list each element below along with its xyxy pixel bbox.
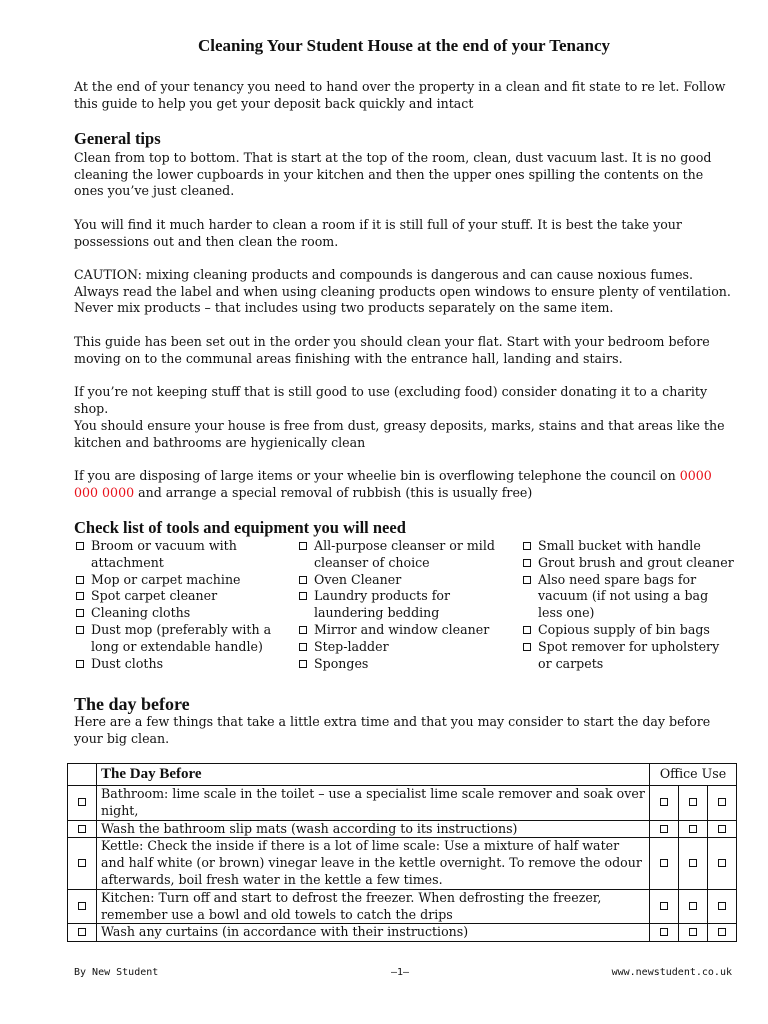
- checkbox-icon[interactable]: [299, 643, 307, 651]
- office-check-cell: [679, 924, 708, 942]
- checkbox-icon[interactable]: [718, 825, 726, 833]
- checklist-item[interactable]: Sponges: [297, 656, 509, 673]
- checklist-item[interactable]: Dust mop (preferably with a long or extendable handle): [74, 622, 284, 656]
- council-text-after: and arrange a special removal of rubbish (this is usually free): [134, 484, 533, 500]
- row-check-cell: [68, 838, 97, 889]
- checkbox-icon[interactable]: [76, 542, 84, 550]
- table-row: [68, 889, 737, 924]
- checkbox-icon[interactable]: [718, 798, 726, 806]
- footer-author: By New Student: [74, 967, 159, 978]
- office-check-cell: [708, 924, 737, 942]
- footer-website-link[interactable]: www.newstudent.co.uk: [611, 967, 732, 978]
- checkbox-icon[interactable]: [523, 576, 531, 584]
- checklist-item[interactable]: All-purpose cleanser or mild cleanser of choice: [297, 538, 509, 572]
- checklist-item[interactable]: Cleaning cloths: [74, 605, 284, 622]
- checklist-heading: Check list of tools and equipment you will need: [74, 518, 406, 537]
- checkbox-icon[interactable]: [78, 928, 86, 936]
- checkbox-icon[interactable]: [689, 928, 697, 936]
- office-check-cell: [650, 889, 679, 924]
- row-check-cell: [68, 786, 97, 821]
- checklist-item[interactable]: Small bucket with handle: [521, 538, 735, 555]
- office-check-cell: [650, 786, 679, 821]
- intro-paragraph: At the end of your tenancy you need to hand over the property in a clean and fit state to re let. Follow this guide to help you get your deposit back quickly and intact: [74, 79, 726, 111]
- page-title: Cleaning Your Student House at the end of your Tenancy: [197, 36, 610, 55]
- row-check-cell: [68, 889, 97, 924]
- checkbox-icon[interactable]: [660, 798, 668, 806]
- checkbox-icon[interactable]: [78, 859, 86, 867]
- checkbox-icon[interactable]: [660, 902, 668, 910]
- checklist-item[interactable]: Also need spare bags for vacuum (if not using a bag less one): [521, 572, 735, 622]
- empty-header-cell: [68, 764, 97, 786]
- office-check-cell: [679, 838, 708, 889]
- office-check-cell: [679, 786, 708, 821]
- footer-page-number: —1—: [390, 967, 410, 978]
- task-text: Kitchen: Turn off and start to defrost the freezer. When defrosting the freezer, remember use a bowl and old towels to catch the drips: [97, 889, 650, 924]
- checkbox-icon[interactable]: [78, 902, 86, 910]
- checklist-item[interactable]: Laundry products for laundering bedding: [297, 588, 509, 622]
- checkbox-icon[interactable]: [718, 902, 726, 910]
- checkbox-icon[interactable]: [718, 859, 726, 867]
- checklist-item[interactable]: Copious supply of bin bags: [521, 622, 735, 639]
- task-text: Wash the bathroom slip mats (wash according to its instructions): [97, 820, 650, 838]
- checkbox-icon[interactable]: [78, 825, 86, 833]
- office-check-cell: [708, 820, 737, 838]
- row-check-cell: [68, 924, 97, 942]
- checkbox-icon[interactable]: [76, 660, 84, 668]
- task-text: Kettle: Check the inside if there is a lot of lime scale: Use a mixture of half water and half white (or brown) vinegar leave in the kettle overnight. To remove the odour afterwards, boil fresh water in the kettle a few times.: [97, 838, 650, 889]
- general-tip-caution: CAUTION: mixing cleaning products and compounds is dangerous and can cause noxious fumes. Always read the label and when using cleaning products open windows to ensure plenty of ventilation. Never mix products – that includes using two products separately on the same item.: [74, 267, 731, 316]
- day-before-heading: The day before: [74, 694, 190, 714]
- general-tip-1: Clean from top to bottom. That is start at the top of the room, clean, dust vacuum last. It is no good cleaning the lower cupboards in your kitchen and then the upper ones spilling the contents on the ones you’ve just cleaned.: [74, 150, 712, 199]
- council-text: If you are disposing of large items or your wheelie bin is overflowing telephone the council on: [74, 468, 680, 483]
- checklist-item[interactable]: Grout brush and grout cleaner: [521, 555, 735, 572]
- checkbox-icon[interactable]: [523, 559, 531, 567]
- general-tip-7: [74, 468, 734, 501]
- office-check-cell: [708, 889, 737, 924]
- checkbox-icon[interactable]: [76, 609, 84, 617]
- checklist-column-3: [521, 538, 735, 672]
- office-check-cell: [708, 838, 737, 889]
- checkbox-icon[interactable]: [689, 902, 697, 910]
- checkbox-icon[interactable]: [523, 626, 531, 634]
- checkbox-icon[interactable]: [689, 798, 697, 806]
- checklist-column-1: [74, 538, 284, 672]
- checklist-column-2: [297, 538, 509, 672]
- checkbox-icon[interactable]: [523, 643, 531, 651]
- checkbox-icon[interactable]: [660, 859, 668, 867]
- checklist-item[interactable]: Spot remover for upholstery or carpets: [521, 639, 735, 673]
- day-before-table: [67, 763, 737, 942]
- checklist-item[interactable]: Broom or vacuum with attachment: [74, 538, 284, 572]
- table-row: [68, 838, 737, 889]
- checklist-item[interactable]: Step-ladder: [297, 639, 509, 656]
- checkbox-icon[interactable]: [299, 660, 307, 668]
- checkbox-icon[interactable]: [660, 928, 668, 936]
- checkbox-icon[interactable]: [523, 542, 531, 550]
- checklist-item[interactable]: Spot carpet cleaner: [74, 588, 284, 605]
- checkbox-icon[interactable]: [76, 592, 84, 600]
- table-row: [68, 924, 737, 942]
- checkbox-icon[interactable]: [689, 859, 697, 867]
- row-check-cell: [68, 820, 97, 838]
- office-check-cell: [650, 820, 679, 838]
- table-row: [68, 820, 737, 838]
- office-check-cell: [650, 924, 679, 942]
- checklist-item[interactable]: Oven Cleaner: [297, 572, 509, 589]
- checkbox-icon[interactable]: [76, 576, 84, 584]
- checkbox-icon[interactable]: [299, 542, 307, 550]
- office-check-cell: [650, 838, 679, 889]
- table-header-row: [68, 764, 737, 786]
- checkbox-icon[interactable]: [299, 576, 307, 584]
- task-text: Bathroom: lime scale in the toilet – use a specialist lime scale remover and soak over night,: [97, 786, 650, 821]
- checkbox-icon[interactable]: [76, 626, 84, 634]
- checkbox-icon[interactable]: [299, 592, 307, 600]
- general-tip-6: You should ensure your house is free from dust, greasy deposits, marks, stains and that areas like the kitchen and bathrooms are hygienically clean: [74, 418, 725, 450]
- office-check-cell: [708, 786, 737, 821]
- checkbox-icon[interactable]: [718, 928, 726, 936]
- task-text: Wash any curtains (in accordance with their instructions): [97, 924, 650, 942]
- checkbox-icon[interactable]: [78, 798, 86, 806]
- table-header: The Day Before: [97, 764, 650, 786]
- general-tips-heading: General tips: [74, 129, 161, 148]
- council-phone-number[interactable]: 0000 000 0000: [74, 468, 712, 500]
- checkbox-icon[interactable]: [299, 626, 307, 634]
- office-check-cell: [679, 820, 708, 838]
- checklist-item[interactable]: Mirror and window cleaner: [297, 622, 509, 639]
- general-tip-5: If you’re not keeping stuff that is still good to use (excluding food) consider donating it to a charity shop.: [74, 384, 708, 416]
- checkbox-icon[interactable]: [660, 825, 668, 833]
- day-before-intro: Here are a few things that take a little extra time and that you may consider to start the day before your big clean.: [74, 714, 711, 746]
- checkbox-icon[interactable]: [689, 825, 697, 833]
- office-use-header: Office Use: [650, 764, 737, 786]
- checklist-item[interactable]: Mop or carpet machine: [74, 572, 284, 589]
- general-tip-4: This guide has been set out in the order you should clean your flat. Start with your bedroom before moving on to the communal areas finishing with the entrance hall, landing and stairs.: [74, 334, 710, 366]
- checklist-item[interactable]: Dust cloths: [74, 656, 284, 673]
- general-tip-2: You will find it much harder to clean a room if it is still full of your stuff. It is best the take your possessions out and then clean the room.: [74, 217, 682, 249]
- office-check-cell: [679, 889, 708, 924]
- table-row: [68, 786, 737, 821]
